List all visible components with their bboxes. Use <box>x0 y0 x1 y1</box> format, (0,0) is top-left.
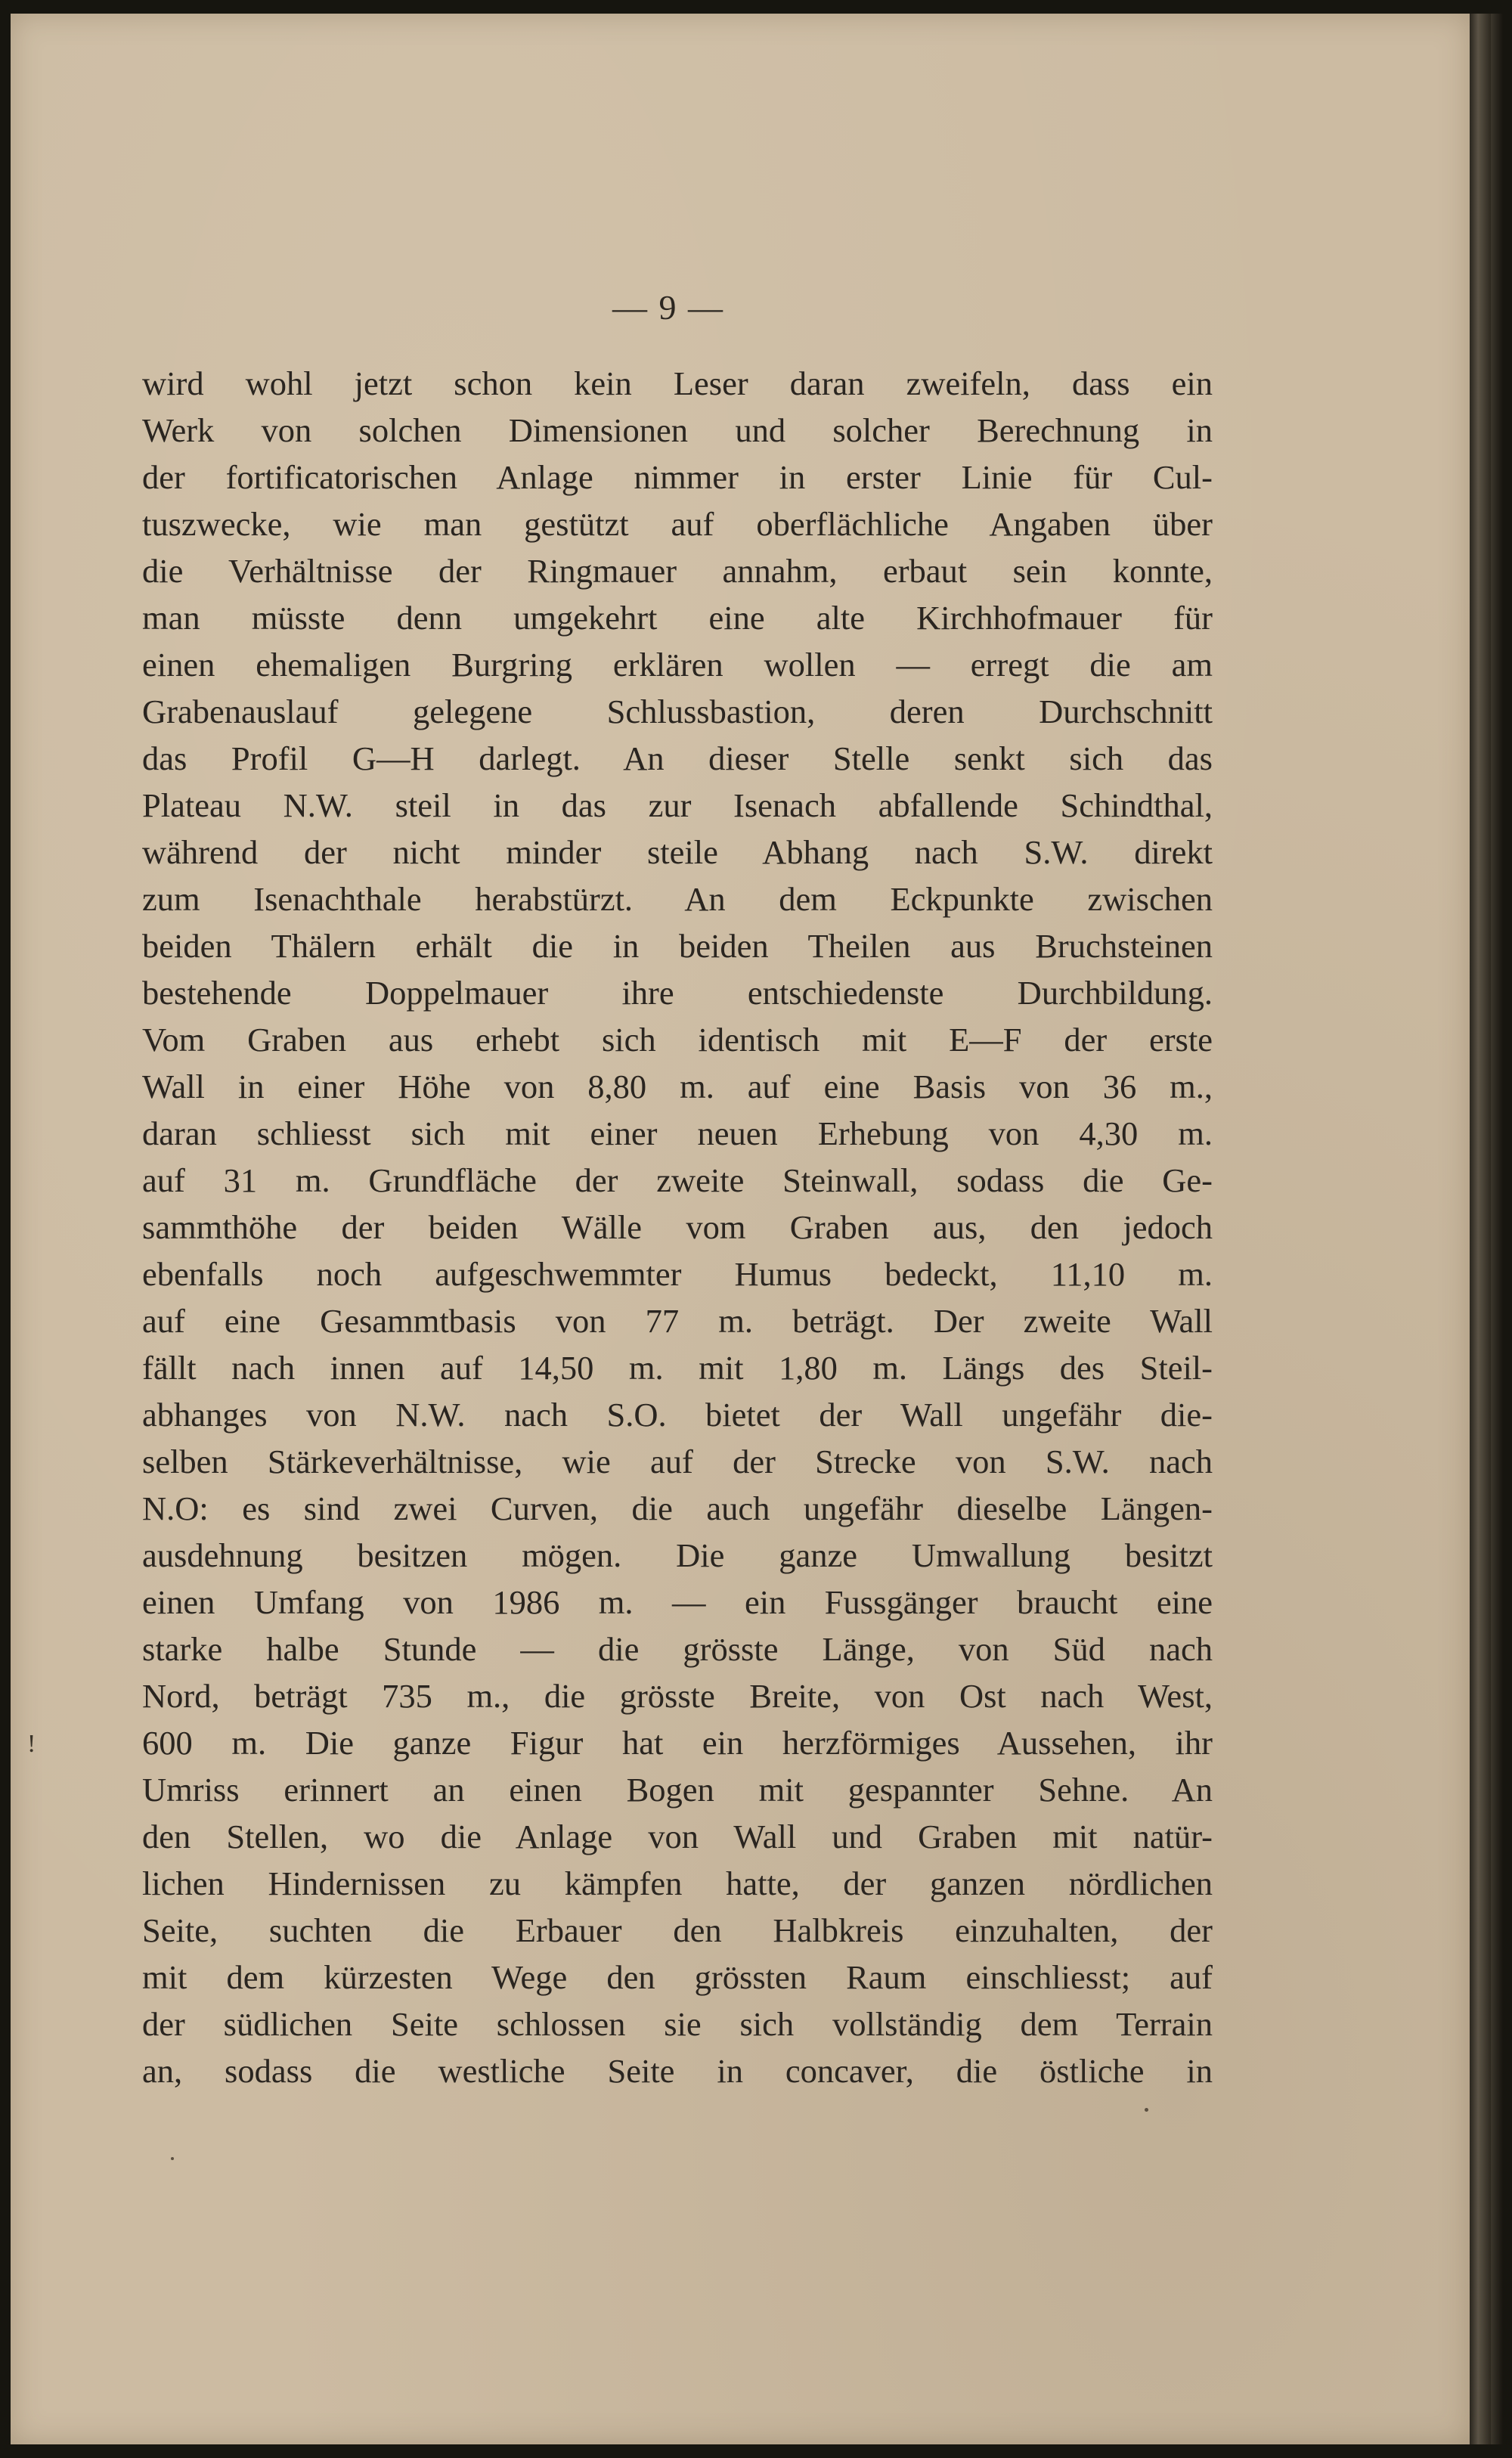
text-line: abhanges von N.W. nach S.O. bietet der Wall ungefähr die- <box>142 1396 1213 1434</box>
text-line: den Stellen, wo die Anlage von Wall und Graben mit natür- <box>142 1818 1213 1855</box>
text-line: einen Umfang von 1986 m. — ein Fussgänger braucht eine <box>142 1583 1213 1621</box>
text-line: N.O: es sind zwei Curven, die auch ungefähr dieselbe Längen- <box>142 1489 1213 1527</box>
page-number: — 9 — <box>612 288 724 327</box>
text-line: während der nicht minder steile Abhang nach S.W. direkt <box>142 833 1213 871</box>
book-page <box>11 14 1470 2444</box>
text-line: 600 m. Die ganze Figur hat ein herzförmiges Aussehen, ihr <box>142 1724 1213 1762</box>
text-line: das Profil G—H darlegt. An dieser Stelle senkt sich das <box>142 739 1213 777</box>
text-line: Plateau N.W. steil in das zur Isenach abfallende Schindthal, <box>142 786 1213 824</box>
book-binding-edge <box>1470 14 1491 2444</box>
text-line: starke halbe Stunde — die grösste Länge, von Süd nach <box>142 1630 1213 1668</box>
text-line: fällt nach innen auf 14,50 m. mit 1,80 m. Längs des Steil- <box>142 1349 1213 1387</box>
text-line: auf eine Gesammtbasis von 77 m. beträgt. Der zweite Wall <box>142 1302 1213 1340</box>
text-line: beiden Thälern erhält die in beiden Theilen aus Bruchsteinen <box>142 927 1213 965</box>
text-line: zum Isenachthale herabstürzt. An dem Eckpunkte zwischen <box>142 880 1213 918</box>
text-line: Grabenauslauf gelegene Schlussbastion, deren Durchschnitt <box>142 693 1213 730</box>
text-line: Umriss erinnert an einen Bogen mit gespannter Sehne. An <box>142 1771 1213 1809</box>
text-line: daran schliesst sich mit einer neuen Erhebung von 4,30 m. <box>142 1114 1213 1152</box>
body-text <box>142 360 1213 2094</box>
text-line: wird wohl jetzt schon kein Leser daran zweifeln, dass ein <box>142 364 1213 402</box>
paper-speck <box>1145 2108 1148 2112</box>
text-line: Vom Graben aus erhebt sich identisch mit E—F der erste <box>142 1021 1213 1059</box>
text-line: der fortificatorischen Anlage nimmer in erster Linie für Cul- <box>142 458 1213 496</box>
text-line: einen ehemaligen Burgring erklären wollen — erregt die am <box>142 646 1213 683</box>
text-line: die Verhältnisse der Ringmauer annahm, erbaut sein konnte, <box>142 552 1213 590</box>
text-line: man müsste denn umgekehrt eine alte Kirchhofmauer für <box>142 599 1213 637</box>
text-line: mit dem kürzesten Wege den grössten Raum einschliesst; auf <box>142 1958 1213 1996</box>
text-line: ausdehnung besitzen mögen. Die ganze Umwallung besitzt <box>142 1536 1213 1574</box>
text-line: tuszwecke, wie man gestützt auf oberflächliche Angaben über <box>142 505 1213 543</box>
text-line: Nord, beträgt 735 m., die grösste Breite, von Ost nach West, <box>142 1677 1213 1715</box>
text-line: an, sodass die westliche Seite in concaver, die östliche in <box>142 2052 1213 2090</box>
text-line: selben Stärkeverhältnisse, wie auf der Strecke von S.W. nach <box>142 1443 1213 1480</box>
text-line: bestehende Doppelmauer ihre entschiedenste Durchbildung. <box>142 974 1213 1012</box>
text-line: Seite, suchten die Erbauer den Halbkreis einzuhalten, der <box>142 1911 1213 1949</box>
text-line: der südlichen Seite schlossen sie sich vollständig dem Terrain <box>142 2005 1213 2043</box>
text-line: Werk von solchen Dimensionen und solcher Berechnung in <box>142 411 1213 449</box>
paper-speck <box>171 2157 174 2160</box>
text-line: sammthöhe der beiden Wälle vom Graben aus, den jedoch <box>142 1208 1213 1246</box>
book-binding-edge <box>1491 14 1503 2444</box>
text-line: lichen Hindernissen zu kämpfen hatte, der ganzen nördlichen <box>142 1864 1213 1902</box>
text-line: auf 31 m. Grundfläche der zweite Steinwall, sodass die Ge- <box>142 1161 1213 1199</box>
margin-mark: ! <box>27 1730 36 1758</box>
text-line: Wall in einer Höhe von 8,80 m. auf eine Basis von 36 m., <box>142 1068 1213 1105</box>
text-line: ebenfalls noch aufgeschwemmter Humus bedeckt, 11,10 m. <box>142 1255 1213 1293</box>
